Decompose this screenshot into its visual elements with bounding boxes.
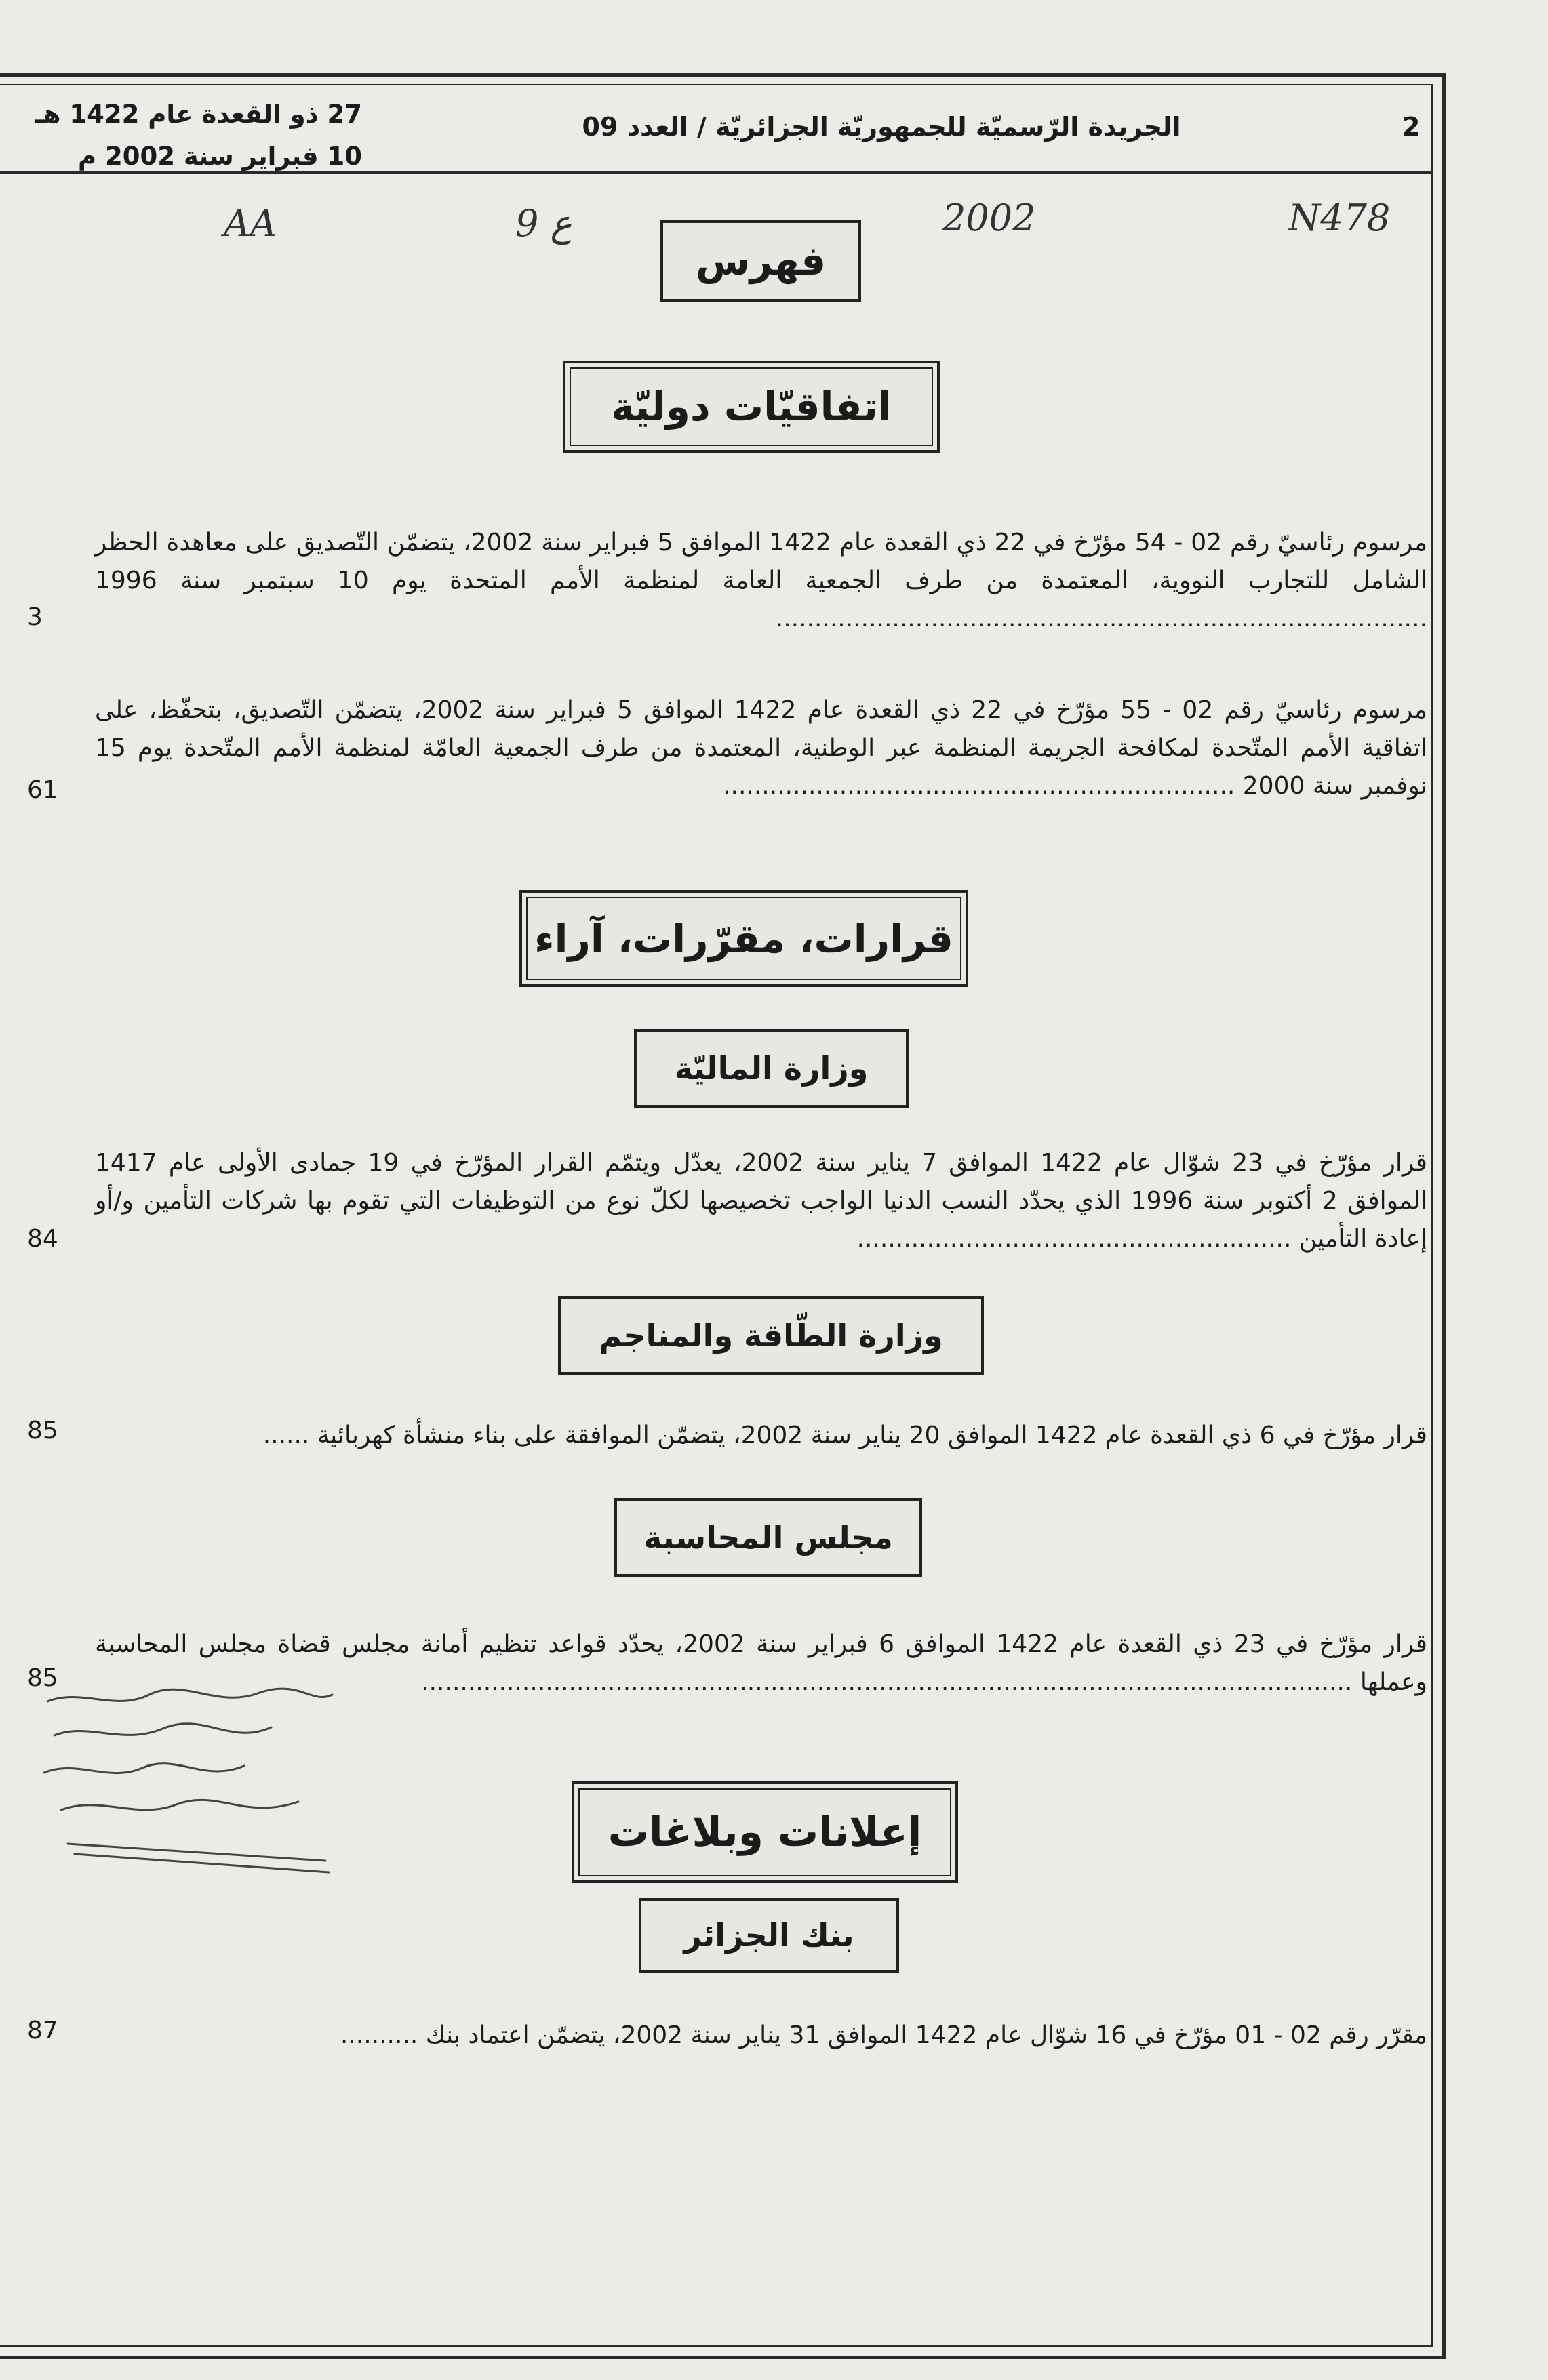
- entry-text: قرار مؤرّخ في 6 ذي القعدة عام 1422 الموافق 20 يناير سنة 2002، يتضمّن الموافقة على بناء منشأة كهربائية: [317, 1421, 1427, 1449]
- entry-page-number: 3: [27, 603, 43, 631]
- leader-dots: ........................................................: [856, 1225, 1299, 1253]
- section-heading: إعلانات وبلاغات: [608, 1809, 922, 1856]
- subsection-heading: وزارة الطّاقة والمناجم: [599, 1317, 943, 1354]
- handwritten-number: N478: [1288, 197, 1391, 239]
- header-hijri-date: 27 ذو القعدة عام 1422 هـ: [35, 100, 362, 129]
- leader-dots: ..........: [340, 2021, 426, 2049]
- header-journal-title: الجريدة الرّسميّة للجمهوريّة الجزائريّة / العدد 09: [582, 112, 1181, 142]
- toc-entry: [95, 524, 1427, 638]
- leader-dots: ......: [262, 1421, 317, 1449]
- entry-page-number: 84: [27, 1225, 58, 1253]
- entry-page-number: 85: [27, 1664, 58, 1692]
- subsection-heading-box: [639, 1898, 899, 1973]
- entry-text: قرار مؤرّخ في 23 شوّال عام 1422 الموافق 7 يناير سنة 2002، يعدّل ويتمّم القرار المؤرّخ في 19 جمادى الأولى عام 1417 الموافق 2 أكتوبر سنة 1996 الذي يحدّد النسب الدنيا الواجب تخصيصها لكلّ نوع من التوظيفات التي تقوم بها شركات التأمين و/أو إعادة التأمين: [95, 1149, 1427, 1253]
- entry-page-number: 61: [27, 776, 58, 804]
- handwritten-annotation-scribble: [41, 1681, 339, 1884]
- section-heading: اتفاقيّات دوليّة: [611, 384, 892, 430]
- toc-title-box: [660, 220, 861, 302]
- section-heading-box: [519, 890, 968, 987]
- entry-page-number: 87: [27, 2017, 58, 2044]
- section-heading: قرارات، مقرّرات، آراء: [534, 915, 954, 962]
- toc-entry: [95, 1144, 1427, 1258]
- handwritten-ref-b: 9 ع: [515, 202, 572, 245]
- section-heading-box: [572, 1781, 958, 1883]
- handwritten-year: 2002: [942, 197, 1036, 239]
- entry-text: مقرّر رقم 02 - 01 مؤرّخ في 16 شوّال عام 1422 الموافق 31 يناير سنة 2002، يتضمّن اعتماد بنك: [425, 2021, 1427, 2049]
- entry-text: مرسوم رئاسيّ رقم 02 - 55 مؤرّخ في 22 ذي القعدة عام 1422 الموافق 5 فبراير سنة 2002، يتضمّن التّصديق، بتحفّظ، على اتفاقية الأمم المتّحدة لمكافحة الجريمة المنظمة عبر الوطنية، المعتمدة من طرف الجمعية العامّة لمنظمة الأمم المتّحدة يوم 15 نوفمبر سنة 2000: [95, 696, 1427, 800]
- handwritten-ref-a: AA: [224, 202, 277, 245]
- leader-dots: ....................................................................................: [775, 605, 1427, 632]
- toc-title: فهرس: [695, 238, 827, 284]
- header-dates: [0, 94, 362, 178]
- entry-text: قرار مؤرّخ في 23 ذي القعدة عام 1422 الموافق 6 فبراير سنة 2002، يحدّد قواعد تنظيم أمانة مجلس قضاة مجلس المحاسبة وعملها: [95, 1630, 1427, 1696]
- subsection-heading: مجلس المحاسبة: [643, 1519, 893, 1556]
- subsection-heading: وزارة الماليّة: [674, 1050, 869, 1087]
- section-heading-box: [563, 361, 940, 453]
- header-divider: [0, 171, 1433, 174]
- subsection-heading: بنك الجزائر: [683, 1917, 854, 1954]
- subsection-heading-box: [634, 1029, 909, 1108]
- subsection-heading-box: [558, 1296, 984, 1375]
- entry-text: مرسوم رئاسيّ رقم 02 - 54 مؤرّخ في 22 ذي القعدة عام 1422 الموافق 5 فبراير سنة 2002، يتضمّن التّصديق على معاهدة الحظر الشامل للتجارب النووية، المعتمدة من طرف الجمعية العامة لمنظمة الأمم المتحدة يوم 10 سبتمبر سنة 1996: [95, 529, 1427, 594]
- toc-entry: [95, 1417, 1427, 1455]
- subsection-heading-box: [614, 1498, 922, 1577]
- header-page-number: 2: [1402, 112, 1421, 142]
- toc-entry: [95, 2017, 1427, 2055]
- toc-entry: [95, 691, 1427, 805]
- leader-dots: ..................................................................: [723, 772, 1243, 800]
- header-gregorian-date: 10 فبراير سنة 2002 م: [78, 142, 362, 171]
- entry-page-number: 85: [27, 1417, 58, 1445]
- leader-dots: ........................................................................................................................: [421, 1668, 1360, 1696]
